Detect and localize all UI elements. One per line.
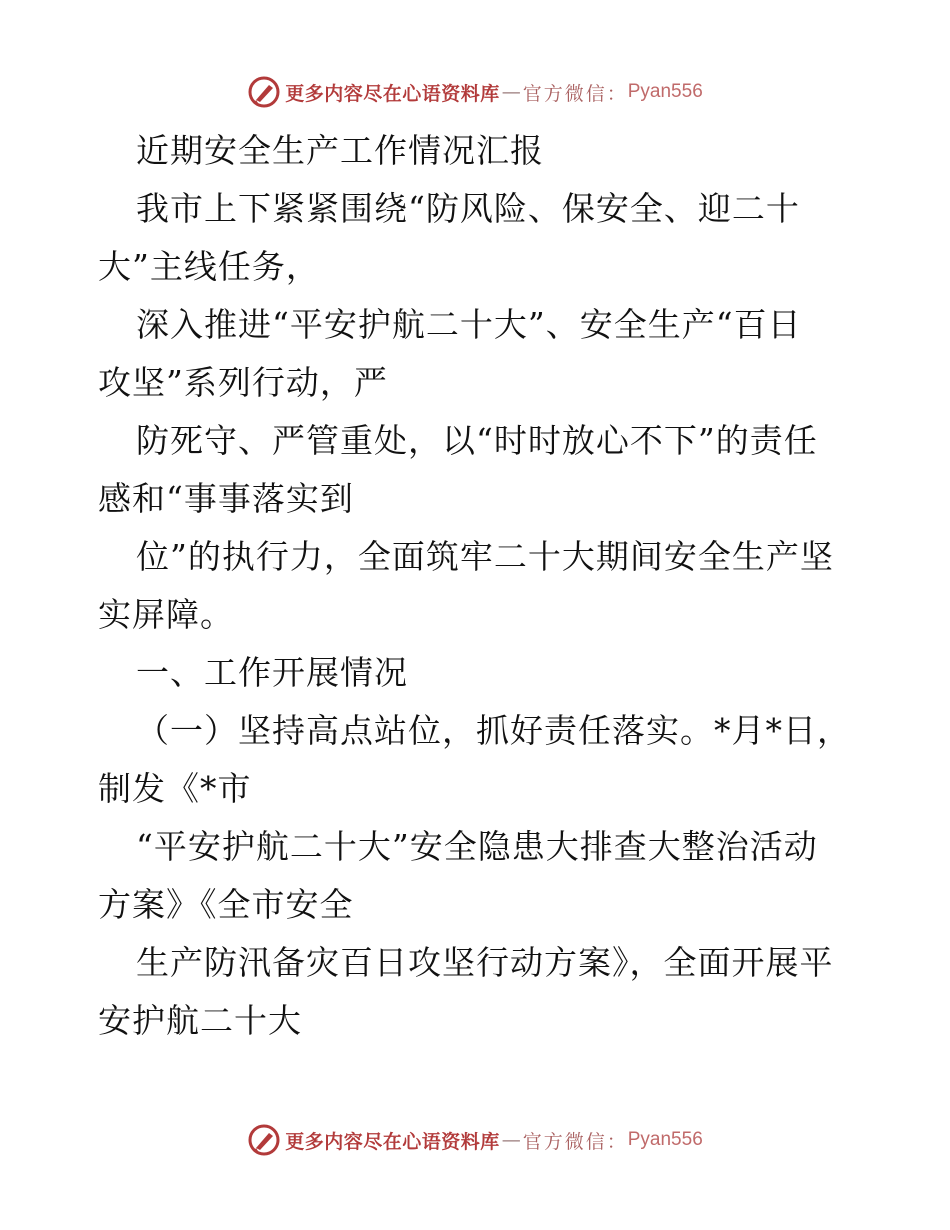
document-line: 深入推进“平安护航二十大”、安全生产“百日: [136, 305, 802, 344]
header-watermark-banner: [0, 72, 950, 112]
header-wechat-label: 官方微信：: [522, 82, 628, 105]
footer-separator: —: [501, 1129, 521, 1151]
pen-circle-logo-icon: [247, 1123, 281, 1157]
document-line: 我市上下紧紧围绕“防风险、保安全、迎二十: [136, 189, 800, 228]
document-line: 近期安全生产工作情况汇报: [136, 131, 544, 170]
document-line: 生产防汛备灾百日攻坚行动方案》，全面开展平: [136, 943, 834, 982]
pen-circle-logo-icon: [247, 75, 281, 109]
document-line: 感和“事事落实到: [98, 479, 354, 518]
footer-wechat-id: Pyan556: [627, 1129, 703, 1150]
document-line: 制发《*市: [98, 769, 252, 808]
header-wechat-id: Pyan556: [627, 81, 703, 102]
footer-watermark-banner: [0, 1120, 950, 1160]
document-line: 位”的执行力，全面筑牢二十大期间安全生产坚: [136, 537, 834, 576]
document-line: 方案》《全市安全: [98, 885, 354, 924]
document-line: 大”主线任务，: [98, 247, 320, 286]
document-line: （一）坚持高点站位，抓好责任落实。*月*日，: [136, 711, 851, 750]
header-brand-text: 更多内容尽在心语资料库: [285, 82, 500, 105]
document-line: “平安护航二十大”安全隐患大排查大整治活动: [136, 827, 818, 866]
header-separator: —: [501, 81, 521, 103]
document-line: 安护航二十大: [98, 1001, 302, 1040]
document-line: 攻坚”系列行动，严: [98, 363, 388, 402]
footer-brand-text: 更多内容尽在心语资料库: [285, 1130, 500, 1153]
footer-wechat-label: 官方微信：: [522, 1130, 628, 1153]
document-line: 实屏障。: [98, 595, 234, 634]
document-line: 一、工作开展情况: [136, 653, 408, 692]
document-line: 防死守、严管重处，以“时时放心不下”的责任: [136, 421, 818, 460]
document-body: [98, 122, 858, 1050]
